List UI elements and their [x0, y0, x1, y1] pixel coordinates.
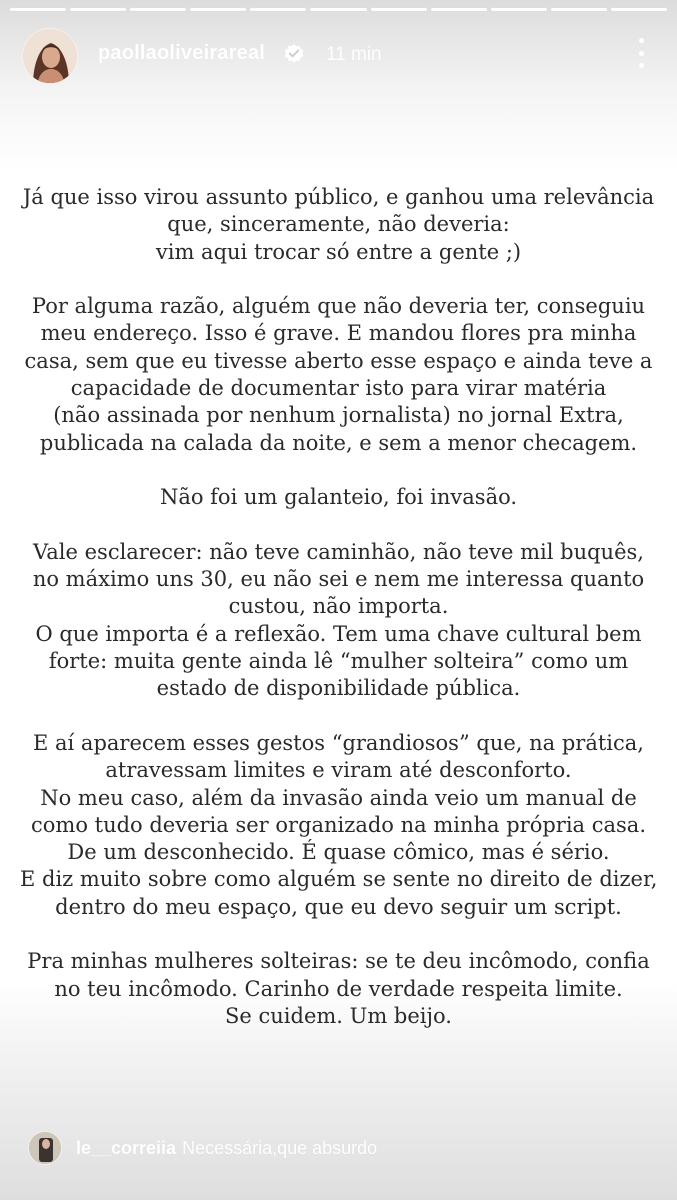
story-text-line: dentro do meu espaço, que eu devo seguir um script.: [55, 894, 622, 919]
reply-username[interactable]: le__correiia: [76, 1137, 177, 1158]
story-text-line: (não assinada por nenhum jornalista) no jornal Extra,: [53, 403, 624, 428]
progress-segment: [611, 8, 667, 11]
reply-text: Necessária,que absurdo: [182, 1137, 378, 1158]
story-text-line: no teu incômodo. Carinho de verdade respeita limite.: [54, 976, 623, 1001]
reply-avatar-photo-icon: [29, 1132, 62, 1165]
progress-segment: [190, 8, 246, 11]
reply-comment[interactable]: [28, 1131, 648, 1165]
story-paragraph: [20, 948, 657, 1030]
progress-segment: [551, 8, 607, 11]
story-text-line: Se cuidem. Um beijo.: [225, 1003, 452, 1028]
progress-segment: [491, 8, 547, 11]
progress-segment: [10, 8, 66, 11]
story-text-line: Não foi um galanteio, foi invasão.: [159, 485, 518, 510]
progress-segment: [70, 8, 126, 11]
story-text-line: O que importa é a reflexão. Tem uma chave cultural bem: [35, 621, 642, 646]
story-text-line: meu endereço. Isso é grave. E mandou flores pra minha: [40, 321, 637, 346]
story-username[interactable]: paollaoliveirareal: [98, 42, 266, 64]
story-text-line: Vale esclarecer: não teve caminhão, não teve mil buquês,: [33, 539, 644, 564]
story-text-line: forte: muita gente ainda lê “mulher solteira” como um: [48, 649, 629, 674]
progress-segment: [130, 8, 186, 11]
story-paragraph: [20, 184, 657, 266]
profile-avatar[interactable]: [22, 28, 78, 84]
story-text-line: custou, não importa.: [228, 594, 449, 619]
story-text-line: casa, sem que eu tivesse aberto esse espaço e ainda teve a: [24, 348, 653, 373]
verified-badge-icon: [283, 43, 305, 65]
story-paragraph: [20, 293, 657, 457]
avatar-photo-icon: [23, 29, 78, 84]
story-text-line: Já que isso virou assunto público, e ganhou uma relevância: [22, 185, 655, 209]
progress-segment: [250, 8, 306, 11]
story-text-line: como tudo deveria ser organizado na minha própria casa.: [31, 812, 646, 837]
story-text-line: Pra minhas mulheres solteiras: se te deu incômodo, confia: [27, 949, 650, 974]
story-paragraph: [20, 484, 657, 511]
story-text-line: E diz muito sobre como alguém se sente no direito de dizer,: [20, 867, 658, 892]
story-paragraph: [20, 730, 657, 921]
story-text-line: capacidade de documentar isto para virar matéria: [70, 376, 607, 401]
story-paragraph: [20, 539, 657, 703]
story-text-line: No meu caso, além da invasão ainda veio um manual de: [40, 785, 637, 810]
more-vertical-icon[interactable]: [635, 38, 647, 68]
story-text-line: atravessam limites e viram até desconforto.: [105, 758, 572, 783]
story-header: [0, 24, 677, 86]
progress-segment: [310, 8, 366, 11]
story-text-line: publicada na calada da noite, e sem a menor checagem.: [39, 430, 638, 455]
story-text-line: E aí aparecem esses gestos “grandiosos” que, na prática,: [33, 730, 644, 755]
story-text-line: estado de disponibilidade pública.: [156, 676, 521, 701]
progress-segment: [371, 8, 427, 11]
progress-segment: [431, 8, 487, 11]
story-text-line: De um desconhecido. É quase cômico, mas é sério.: [67, 840, 610, 865]
story-progress-bar: [10, 8, 667, 11]
story-text-line: que, sinceramente, não deveria:: [167, 212, 510, 237]
story-text-body: [20, 184, 657, 1058]
story-text-line: vim aqui trocar só entre a gente ;): [155, 239, 522, 264]
story-text-line: Por alguma razão, alguém que não deveria ter, conseguiu: [31, 294, 646, 319]
story-timestamp: 11 min: [326, 44, 382, 65]
reply-avatar[interactable]: [28, 1131, 62, 1165]
story-text-line: no máximo uns 30, eu não sei e nem me interessa quanto: [32, 567, 645, 592]
